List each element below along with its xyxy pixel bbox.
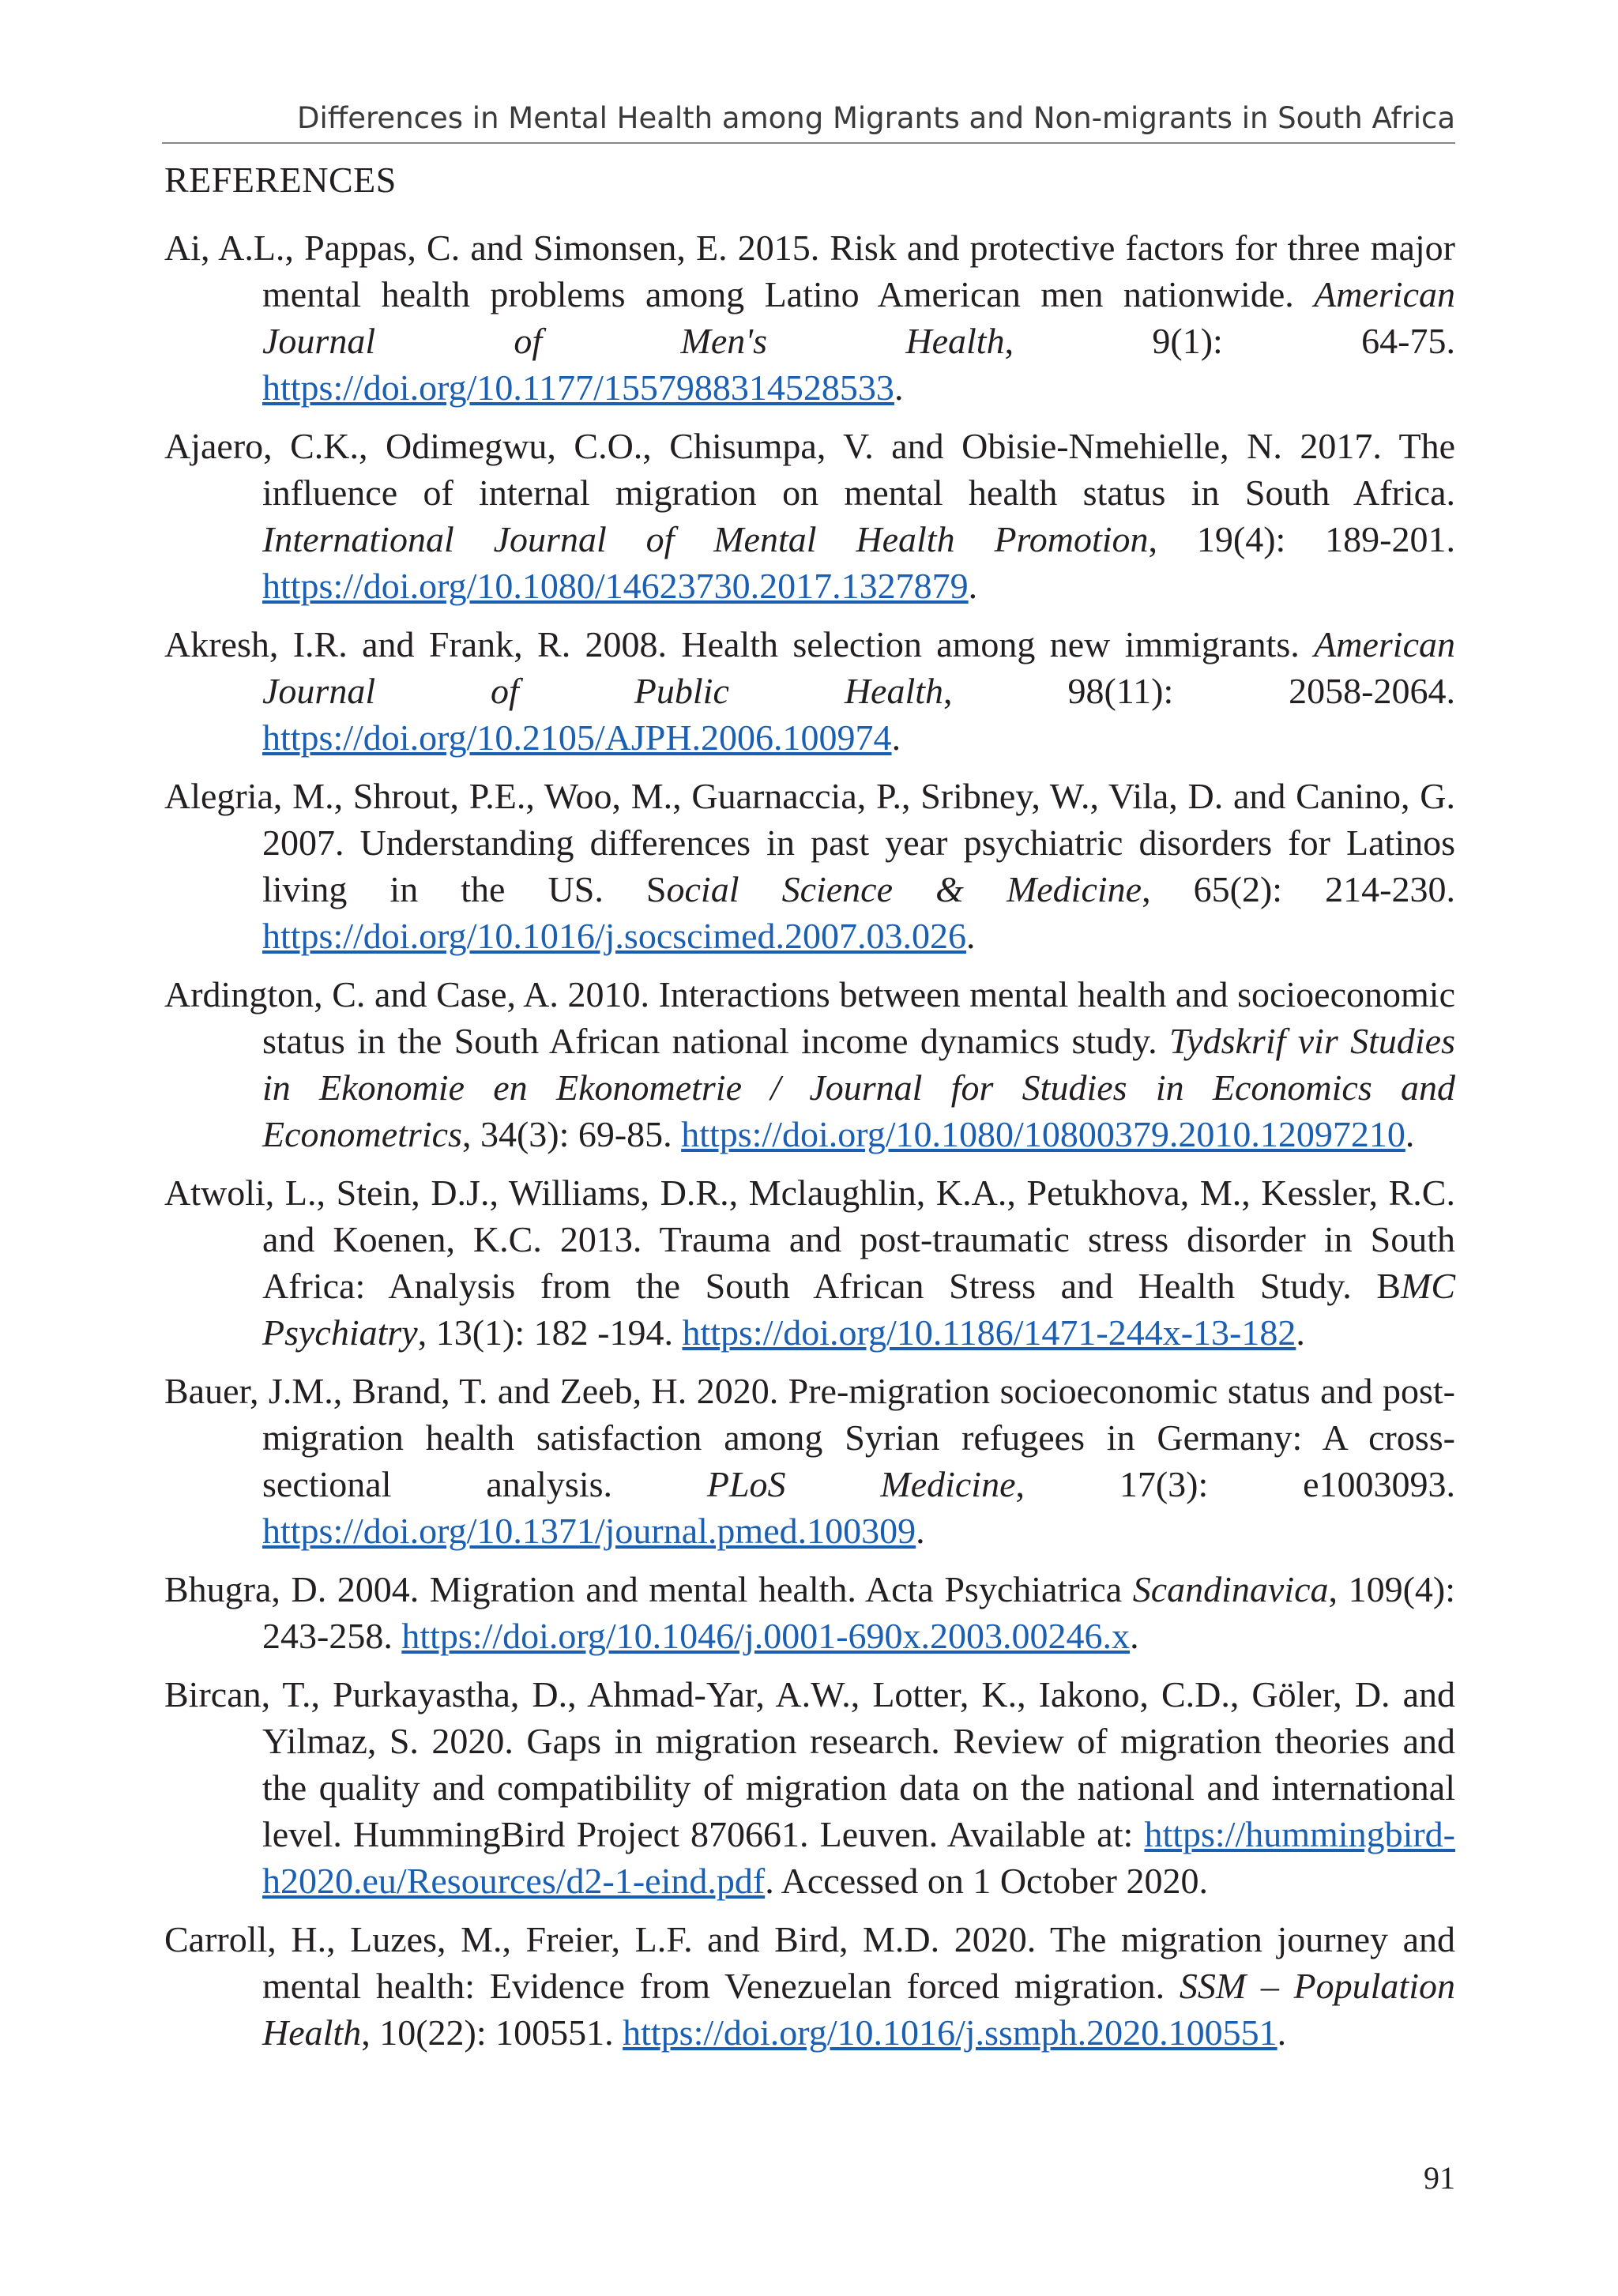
journal-title: American Journal of Public Health [262, 624, 1455, 711]
reference-end: . [891, 717, 901, 758]
reference-text: Ai, A.L., Pappas, C. and Simonsen, E. 2015. Risk and protective factors for three major mental health problems among Latino American men nationwide. [164, 228, 1455, 314]
doi-link[interactable]: https://doi.org/10.1177/1557988314528533 [262, 367, 894, 408]
reference-details: , 17(3): e1003093. [1015, 1464, 1455, 1504]
doi-link[interactable]: https://doi.org/10.1016/j.socscimed.2007.03.026 [262, 916, 967, 956]
journal-title: Scandinavica [1132, 1569, 1329, 1609]
reference-entry-bauer [164, 1368, 1455, 1554]
reference-entry-ajaero [164, 423, 1455, 609]
reference-end: . [894, 367, 904, 408]
journal-title: ocial Science & Medicine [666, 869, 1142, 909]
reference-text: Bhugra, D. 2004. Migration and mental health. Acta Psychiatrica [164, 1569, 1133, 1609]
reference-end: . Accessed on 1 October 2020. [765, 1861, 1208, 1901]
reference-entry-carroll [164, 1916, 1455, 2056]
reference-entry-akresh [164, 621, 1455, 761]
reference-end: . [1405, 1114, 1415, 1154]
reference-end: . [916, 1511, 925, 1551]
journal-title: Tydskrif vir Studies in Ekonomie en Ekonometrie / Journal for Studies in Economics and Econometrics [262, 1021, 1456, 1154]
reference-entry-atwoli [164, 1169, 1455, 1356]
reference-details: , 19(4): 189-201. [1148, 519, 1455, 559]
reference-text: Alegria, M., Shrout, P.E., Woo, M., Guarnaccia, P., Sribney, W., Vila, D. and Canino, G. 2007. Understanding differences in past year psychiatric disorders for Latinos living in the US. S [164, 776, 1455, 909]
reference-list [164, 224, 1455, 2068]
reference-details: , 34(3): 69-85. [461, 1114, 682, 1154]
running-head-title: Differences in Mental Health among Migrants and Non-migrants in South Africa [297, 101, 1455, 135]
doi-link[interactable]: https://doi.org/10.1186/1471-244x-13-182 [682, 1312, 1296, 1353]
reference-text: Carroll, H., Luzes, M., Freier, L.F. and Bird, M.D. 2020. The migration journey and mental health: Evidence from Venezuelan forced migration. [164, 1919, 1455, 2006]
reference-text: Atwoli, L., Stein, D.J., Williams, D.R., Mclaughlin, K.A., Petukhova, M., Kessler, R.C. and Koenen, K.C. 2013. Trauma and post-traumatic stress disorder in South Africa: Analysis from the South African Stress and Health Study. B [164, 1172, 1455, 1306]
reference-end: . [968, 566, 978, 606]
doi-link[interactable]: https://doi.org/10.1016/j.ssmph.2020.100551 [623, 2012, 1277, 2053]
reference-entry-ai [164, 224, 1455, 411]
reference-details: , 13(1): 182 -194. [417, 1312, 683, 1353]
reference-details: , 10(22): 100551. [361, 2012, 623, 2053]
doi-link[interactable]: https://doi.org/10.1371/journal.pmed.100309 [262, 1511, 916, 1551]
reference-entry-bhugra [164, 1566, 1455, 1659]
reference-details: , 9(1): 64-75. [1004, 321, 1455, 361]
doi-link[interactable]: https://doi.org/10.1080/14623730.2017.1327879 [262, 566, 969, 606]
reference-text: Ajaero, C.K., Odimegwu, C.O., Chisumpa, V. and Obisie-Nmehielle, N. 2017. The influence of internal migration on mental health status in South Africa. [164, 426, 1455, 513]
doi-link[interactable]: https://doi.org/10.1046/j.0001-690x.2003.00246.x [401, 1616, 1131, 1656]
reference-entry-bircan [164, 1671, 1455, 1904]
doi-link[interactable]: https://doi.org/10.2105/AJPH.2006.100974 [262, 717, 892, 758]
doi-link[interactable]: https://doi.org/10.1080/10800379.2010.12097210 [681, 1114, 1405, 1154]
journal-title: PLoS Medicine [706, 1464, 1016, 1504]
reference-end: . [1277, 2012, 1287, 2053]
journal-title: MC Psychiatry [262, 1266, 1455, 1353]
reference-details: , 109(4): 243-258. [262, 1569, 1455, 1656]
reference-text: Akresh, I.R. and Frank, R. 2008. Health selection among new immigrants. [164, 624, 1315, 664]
resource-link[interactable]: https://hummingbird-h2020.eu/Resources/d2-1-eind.pdf [262, 1814, 1455, 1901]
page-number: 91 [1424, 2160, 1455, 2196]
reference-end: . [1130, 1616, 1139, 1656]
header-divider [162, 142, 1455, 144]
reference-end: . [1296, 1312, 1305, 1353]
reference-details: , 65(2): 214-230. [1142, 869, 1455, 909]
reference-entry-ardington [164, 971, 1455, 1157]
journal-title: American Journal of Men's Health [262, 274, 1455, 361]
reference-text: Bircan, T., Purkayastha, D., Ahmad-Yar, A.W., Lotter, K., Iakono, C.D., Göler, D. and Yilmaz, S. 2020. Gaps in migration research. Review of migration theories and the quality and compatibility of migration data on the national and international level. HummingBird Project 870661. Leuven. Available at: [164, 1674, 1455, 1854]
reference-text: Bauer, J.M., Brand, T. and Zeeb, H. 2020. Pre-migration socioeconomic status and post-migration health satisfaction among Syrian refugees in Germany: A cross-sectional analysis. [164, 1371, 1455, 1504]
journal-title: International Journal of Mental Health Promotion [262, 519, 1149, 559]
journal-title: SSM – Population Health [262, 1966, 1455, 2053]
reference-end: . [966, 916, 976, 956]
references-heading: REFERENCES [164, 160, 397, 200]
reference-details: , 98(11): 2058-2064. [943, 671, 1456, 711]
reference-entry-alegria [164, 773, 1455, 959]
reference-text: Ardington, C. and Case, A. 2010. Interactions between mental health and socioeconomic status in the South African national income dynamics study. [164, 974, 1455, 1061]
